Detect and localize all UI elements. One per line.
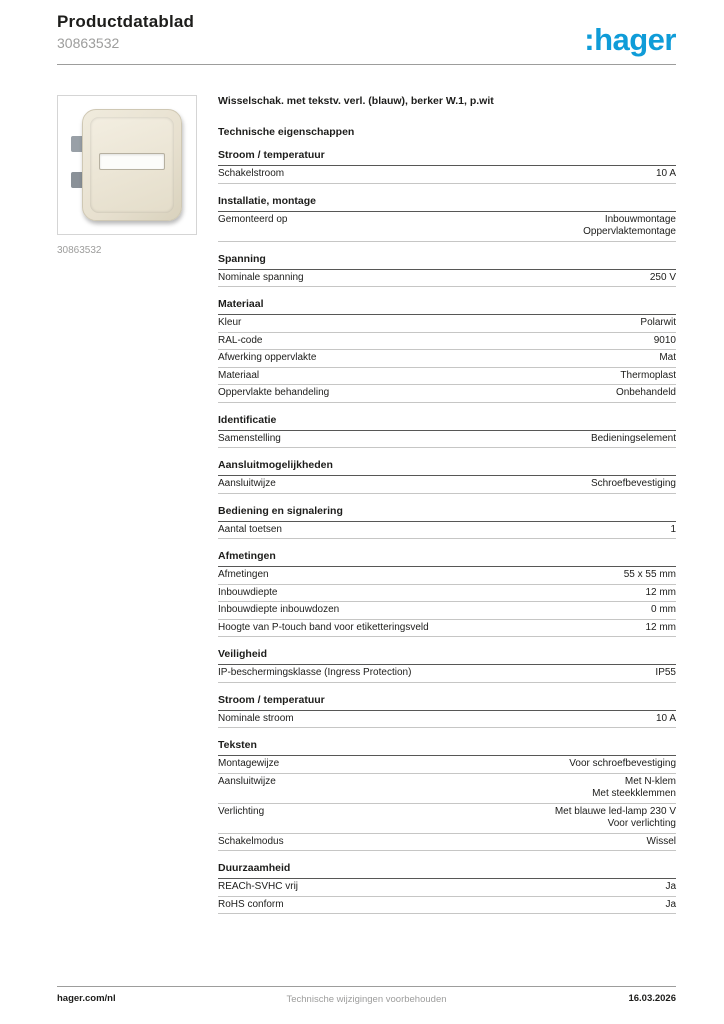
spec-value <box>656 713 676 726</box>
spec-label: Afmetingen <box>218 569 269 580</box>
spec-value-line: 0 mm <box>651 604 676 615</box>
spec-section-title: Identificatie <box>218 414 676 431</box>
spec-value-line: Met blauwe led-lamp 230 V <box>554 805 676 817</box>
product-image <box>57 95 197 235</box>
spec-section <box>218 414 676 449</box>
product-image-column <box>57 95 197 256</box>
spec-label: Oppervlakte behandeling <box>218 387 330 398</box>
spec-section-title: Aansluitmogelijkheden <box>218 459 676 476</box>
spec-value-line: 12 mm <box>645 586 676 598</box>
page-header <box>57 12 676 65</box>
spec-section <box>218 253 676 288</box>
spec-section-title: Veiligheid <box>218 648 676 665</box>
spec-value <box>624 569 676 582</box>
spec-value <box>591 478 676 491</box>
spec-value <box>645 587 676 600</box>
spec-value-line: Inbouwmontage <box>604 213 676 225</box>
content-area <box>57 95 676 914</box>
spec-row <box>218 620 676 638</box>
header-product-number: 30863532 <box>57 35 120 51</box>
spec-label: Aantal toetsen <box>218 523 282 535</box>
spec-value-line: Ja <box>665 881 676 892</box>
spec-row <box>218 774 676 804</box>
spec-value-line: Bedieningselement <box>590 432 676 444</box>
spec-section <box>218 550 676 637</box>
spec-section <box>218 149 676 184</box>
spec-value <box>670 524 676 537</box>
spec-value <box>659 352 676 365</box>
spec-value-line: Met steekklemmen <box>592 788 676 799</box>
spec-label: Nominale stroom <box>218 712 294 724</box>
spec-section <box>218 739 676 851</box>
product-title: Wisselschak. met tekstv. verl. (blauw), berker W.1, p.wit <box>218 95 494 107</box>
spec-label: Inbouwdiepte inbouwdozen <box>218 604 340 615</box>
spec-section <box>218 298 676 403</box>
spec-value <box>591 433 676 446</box>
hager-logo: :hager <box>584 22 676 57</box>
spec-column <box>218 95 676 914</box>
spec-value <box>647 836 676 849</box>
spec-value <box>665 881 676 894</box>
spec-value <box>640 317 676 330</box>
spec-label: RAL-code <box>218 334 263 346</box>
spec-value-line: 10 A <box>655 712 676 724</box>
spec-section-title: Bediening en signalering <box>218 505 676 522</box>
spec-label: Hoogte van P-touch band voor etiketteringsveld <box>218 621 429 633</box>
spec-row <box>218 522 676 540</box>
spec-section-title: Stroom / temperatuur <box>218 149 676 166</box>
spec-row <box>218 333 676 351</box>
switch-label-window <box>99 153 165 170</box>
page-title: Productdatablad <box>57 12 195 31</box>
spec-row <box>218 270 676 288</box>
spec-value-line: 12 mm <box>645 621 676 633</box>
spec-section <box>218 648 676 683</box>
spec-value <box>665 899 676 912</box>
spec-value-line: 10 A <box>655 168 676 179</box>
spec-value-line: IP55 <box>655 667 676 678</box>
spec-value <box>555 806 676 831</box>
spec-label: IP-beschermingsklasse (Ingress Protection) <box>218 667 412 678</box>
spec-value <box>654 335 676 348</box>
spec-value-line: Ja <box>665 898 676 910</box>
switch-plate-illustration <box>82 109 182 221</box>
tech-properties-heading: Technische eigenschappen <box>218 126 355 138</box>
spec-section-title: Materiaal <box>218 298 676 315</box>
spec-label: RoHS conform <box>218 898 284 910</box>
spec-row <box>218 665 676 683</box>
spec-row <box>218 711 676 729</box>
switch-inner-plate <box>90 117 174 213</box>
spec-value-line: 9010 <box>653 334 676 346</box>
spec-value <box>651 604 676 617</box>
spec-row <box>218 804 676 834</box>
spec-section <box>218 505 676 540</box>
spec-label: Aansluitwijze <box>218 775 276 787</box>
spec-value <box>592 776 676 801</box>
spec-value <box>583 214 676 239</box>
spec-row <box>218 585 676 603</box>
spec-row <box>218 834 676 852</box>
spec-value-line: Polarwit <box>640 317 676 328</box>
spec-row <box>218 368 676 386</box>
spec-row <box>218 431 676 449</box>
spec-label: Gemonteerd op <box>218 213 288 225</box>
spec-value-line: 250 V <box>649 271 676 283</box>
spec-section <box>218 694 676 729</box>
spec-value-line: Voor verlichting <box>607 818 676 829</box>
spec-row <box>218 315 676 333</box>
spec-label: Schakelstroom <box>218 168 285 179</box>
spec-row <box>218 385 676 403</box>
spec-label: REACh-SVHC vrij <box>218 881 299 892</box>
spec-value <box>620 370 676 383</box>
spec-value-line: Onbehandeld <box>615 387 676 398</box>
footer-date: 16.03.2026 <box>628 993 676 1004</box>
spec-label: Materiaal <box>218 369 260 381</box>
spec-row <box>218 212 676 242</box>
footer-note: Technische wijzigingen voorbehouden <box>286 994 447 1005</box>
spec-value <box>569 758 676 771</box>
spec-section <box>218 459 676 494</box>
spec-section <box>218 195 676 242</box>
spec-label: Montagewijze <box>218 758 280 769</box>
spec-label: Aansluitwijze <box>218 478 276 489</box>
spec-section-title: Spanning <box>218 253 676 270</box>
spec-label: Nominale spanning <box>218 271 304 283</box>
footer-url-link[interactable]: hager.com/nl <box>57 993 116 1004</box>
spec-row <box>218 476 676 494</box>
spec-value <box>645 622 676 635</box>
spec-label: Verlichting <box>218 805 265 817</box>
spec-value-line: Voor schroefbevestiging <box>569 758 676 769</box>
spec-value-line: Wissel <box>646 835 676 847</box>
spec-section-title: Afmetingen <box>218 550 676 567</box>
spec-value-line: Schroefbevestiging <box>590 478 676 489</box>
spec-sections <box>218 149 676 914</box>
spec-value <box>655 667 676 680</box>
spec-value-line: 55 x 55 mm <box>623 569 676 580</box>
spec-row <box>218 879 676 897</box>
spec-row <box>218 567 676 585</box>
spec-value-line: Thermoplast <box>620 369 676 381</box>
spec-section-title: Teksten <box>218 739 676 756</box>
spec-value-line: Mat <box>659 352 676 363</box>
spec-value <box>616 387 676 400</box>
spec-row <box>218 756 676 774</box>
spec-label: Afwerking oppervlakte <box>218 352 317 363</box>
spec-label: Schakelmodus <box>218 835 284 847</box>
page-footer <box>57 986 676 1004</box>
spec-label: Kleur <box>218 317 242 328</box>
spec-value-line: 1 <box>670 523 676 535</box>
spec-row <box>218 602 676 620</box>
spec-value <box>656 168 676 181</box>
spec-value <box>650 272 676 285</box>
product-image-caption: 30863532 <box>57 245 102 256</box>
spec-section-title: Duurzaamheid <box>218 862 676 879</box>
spec-section-title: Installatie, montage <box>218 195 676 212</box>
spec-row <box>218 166 676 184</box>
spec-section-title: Stroom / temperatuur <box>218 694 676 711</box>
spec-label: Samenstelling <box>218 432 281 444</box>
header-title-block <box>57 12 194 51</box>
spec-value-line: Oppervlaktemontage <box>583 226 676 237</box>
spec-label: Inbouwdiepte <box>218 586 278 598</box>
spec-row <box>218 350 676 368</box>
spec-value-line: Met N-klem <box>624 775 676 787</box>
spec-row <box>218 897 676 915</box>
spec-section <box>218 862 676 914</box>
